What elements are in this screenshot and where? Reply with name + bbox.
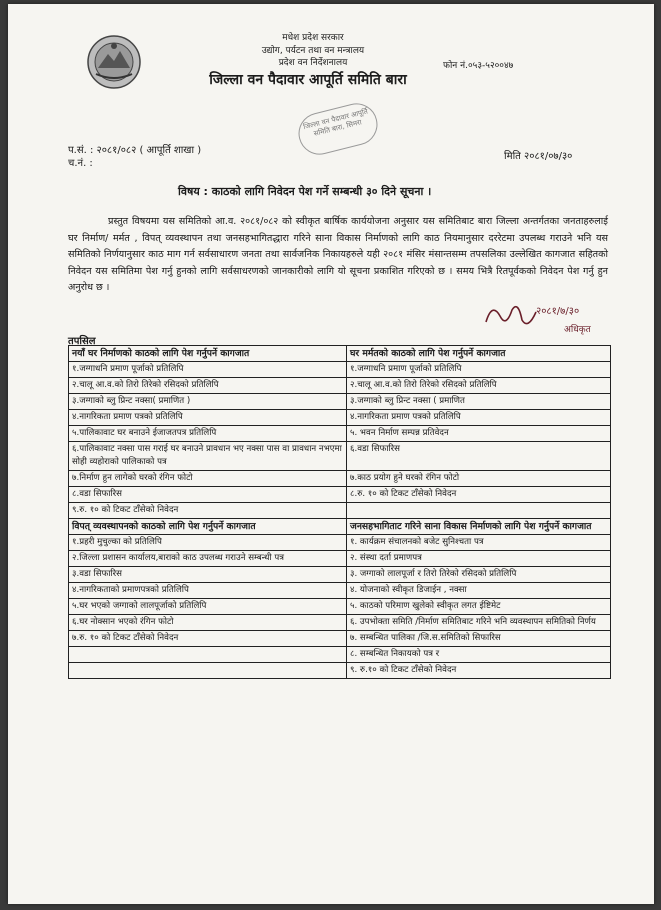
- table-cell: १. कार्यक्रम संचालनको बजेट सुनिश्चता पत्र: [347, 535, 611, 551]
- table-cell: ८. सम्बन्धित निकायको पत्र र: [347, 647, 611, 663]
- table-cell: २.चालू आ.व.को तिरो तिरेको रसिदको प्रतिलिपि: [69, 378, 347, 394]
- office-name: जिल्ला वन पैदावार आपूर्ति समिति बारा: [209, 72, 407, 88]
- table-row: [69, 567, 611, 583]
- table-cell: [69, 647, 347, 663]
- table-cell: ३.जग्गाको ब्लु प्रिन्ट नक्सा ( प्रमाणित: [347, 394, 611, 410]
- table-cell: ७.काठ प्रयोग हुने घरको रंगिन फोटो: [347, 471, 611, 487]
- table-row: [69, 362, 611, 378]
- table-row: [69, 487, 611, 503]
- table-header-cell: नयाँ घर निर्माणको काठको लागि पेश गर्नुपर्ने कागजात: [69, 346, 347, 362]
- dispatch-number: च.नं. :: [68, 158, 93, 169]
- table-cell: ८.रु. १० को टिकट टाँसेको निवेदन: [347, 487, 611, 503]
- table-cell: १.जग्गाधनि प्रमाण पूर्जाको प्रतिलिपि: [347, 362, 611, 378]
- table-cell: ९.रु. १० को टिकट टाँसेको निवेदन: [69, 503, 347, 519]
- table-cell: ५.पालिकावाट घर बनाउने ईजाजतपत्र प्रतिलिपि: [69, 426, 347, 442]
- table-row: [69, 410, 611, 426]
- table-cell: २.चालू आ.व.को तिरो तिरेको रसिदको प्रतिलिपि: [347, 378, 611, 394]
- reference-block: [68, 144, 201, 170]
- signature-date: २०८१/७/३०: [536, 306, 580, 317]
- table-cell: ३.जग्गाको ब्लु प्रिन्ट नक्सा( प्रमाणित ): [69, 394, 347, 410]
- phone-number: फोन नं.०५३-५२००४७: [443, 61, 514, 71]
- table-cell: ७.निर्माण हुन लागेको घरको रंगिन फोटो: [69, 471, 347, 487]
- table-header-row: [69, 346, 611, 362]
- letterhead: [203, 32, 423, 91]
- table-row: [69, 503, 611, 519]
- table-cell: [69, 663, 347, 679]
- table-row: [69, 647, 611, 663]
- table-cell: ५. काठको परिमाण खुलेको स्वीकृत लगत ईष्टिमेट: [347, 599, 611, 615]
- table-cell: ६.वडा सिफारिस: [347, 442, 611, 471]
- table-row: [69, 615, 611, 631]
- table-cell: ७.रु. १० को टिकट टाँसेको निवेदन: [69, 631, 347, 647]
- table-row: [69, 394, 611, 410]
- table-row: [69, 471, 611, 487]
- table-cell: [347, 503, 611, 519]
- nepal-emblem-logo: [86, 34, 142, 90]
- table-cell: ४.नागरिकता प्रमाण पत्रको प्रतिलिपि: [69, 410, 347, 426]
- table-cell: १.जग्गाधनि प्रमाण पूर्जाको प्रतिलिपि: [69, 362, 347, 378]
- office-seal: जिल्ला वन पैदावार आपूर्ति समिति बारा, सिमरा: [294, 99, 382, 159]
- table-row: [69, 663, 611, 679]
- table-cell: ७. सम्बन्धित पालिका /जि.स.समितिको सिफारिस: [347, 631, 611, 647]
- table-cell: २.जिल्ला प्रशासन कार्यालय,बाराको काठ उपलब्ध गराउने सम्बन्धी पत्र: [69, 551, 347, 567]
- signature: [478, 292, 608, 340]
- table-cell: ६.पालिकावाट नक्सा पास गराई घर बनाउने प्रावधान भए नक्सा पास वा प्रावधान नभएमा सोही व्यहोराको पालिकाको पत्र: [69, 442, 347, 471]
- table-cell: ५.घर भएको जग्गाको लालपूर्जाको प्रतिलिपि: [69, 599, 347, 615]
- table-row: [69, 583, 611, 599]
- table-cell: ९. रु.१० को टिकट टाँसेको निवेदन: [347, 663, 611, 679]
- table-cell: ४.नागरिकताको प्रमाणपत्रको प्रतिलिपि: [69, 583, 347, 599]
- notice-body: प्रस्तुत विषयमा यस समितिको आ.व. २०८१/०८२ को स्वीकृत बार्षिक कार्ययोजना अनुसार यस समितिबाट बारा जिल्ला अन्तर्गतका जनताहरुलाई घर निर्माण/ मर्मत , विपत् व्यवस्थापन तथा जनसहभागितद्धारा गरिने साना विकास निर्माणको लागि काठ नियमानुसार दररेटमा उपलब्ध गराउने भनि यस समितिको निर्णयानुसार काठ माग गर्न सर्वसाधारण जनता तथा सार्वजनिक निकायहरुले यही २०८१ मंसिर मंसान्तसम्म तपसलिका उल्लेखित कागजात सहितको निवेदन यस समितिमा पेश गर्नु हुनको लागि सर्वसाधरणको जानकारीको लागि यो सूचना प्रकाशित गरिएको छ । समय भित्रै रितपूर्वकको निवेदन पेश गर्नु हुन अनुरोध छ ।: [68, 216, 608, 293]
- table-cell: १.प्रहरी मुचुल्का को प्रतिलिपि: [69, 535, 347, 551]
- documents-table: [68, 345, 611, 679]
- letter-date: मिति २०८१/०७/३०: [504, 151, 573, 162]
- signature-title: अधिकृत: [564, 325, 591, 335]
- table-cell: ४. योजनाको स्वीकृत डिजाईन , नक्सा: [347, 583, 611, 599]
- letter-number: प.सं. : २०८१/०८२ ( आपूर्ति शाखा ): [68, 145, 202, 156]
- govt-name: मधेश प्रदेश सरकार: [282, 33, 344, 43]
- table-cell: ३.वडा सिफारिस: [69, 567, 347, 583]
- table-row: [69, 551, 611, 567]
- table-cell: ८.वडा सिफारिस: [69, 487, 347, 503]
- table-row: [69, 426, 611, 442]
- directorate-name: प्रदेश वन निर्देशनालय: [278, 58, 348, 68]
- table-cell: ४.नागरिकता प्रमाण पत्रको प्रतिलिपि: [347, 410, 611, 426]
- notice-document: [8, 4, 654, 904]
- table-cell: ५. भवन निर्माण सम्पन्न प्रतिवेदन: [347, 426, 611, 442]
- table-header-cell: घर मर्मतको काठको लागि पेश गर्नुपर्ने कागजात: [347, 346, 611, 362]
- table-header-row: [69, 519, 611, 535]
- table-row: [69, 631, 611, 647]
- table-row: [69, 378, 611, 394]
- table-header-cell: विपत् व्यवस्थापनको काठको लागि पेश गर्नुपर्ने कागजात: [69, 519, 347, 535]
- table-header-cell: जनसहभागिताट गरिने साना विकास निर्माणको लागि पेश गर्नुपर्ने कागजात: [347, 519, 611, 535]
- table-cell: ६.घर नोक्सान भएको रंगिन फोटो: [69, 615, 347, 631]
- table-row: [69, 442, 611, 471]
- ministry-name: उद्योग, पर्यटन तथा वन मन्त्रालय: [261, 46, 365, 56]
- subject-line: विषय : काठको लागि निवेदन पेश गर्ने सम्बन्धी ३० दिने सूचना ।: [178, 185, 432, 198]
- table-cell: ३. जग्गाको लालपूर्जा र तिरो तिरेको रसिदको प्रतिलिपि: [347, 567, 611, 583]
- table-cell: २. संस्था दर्ता प्रमाणपत्र: [347, 551, 611, 567]
- table-row: [69, 599, 611, 615]
- table-cell: ६. उपभोक्ता समिति /निर्माण समितिबाट गरिने भनि व्यवस्थापन समितिको निर्णय: [347, 615, 611, 631]
- schedule-heading: तपसिल: [68, 336, 96, 347]
- table-row: [69, 535, 611, 551]
